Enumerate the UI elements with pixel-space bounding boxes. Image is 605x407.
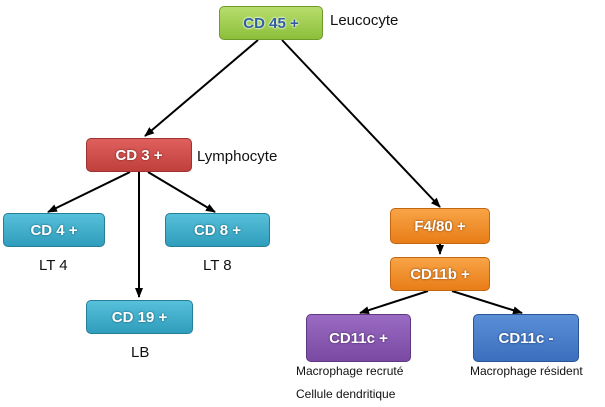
node-cd45: CD 45 + — [219, 6, 323, 40]
node-cd3: CD 3 + — [86, 138, 192, 172]
label-macrophage-recrute: Macrophage recruté — [296, 364, 404, 378]
label-lt8: LT 8 — [203, 257, 232, 274]
arrow-cd11b-to-cd11c-pos — [360, 291, 428, 313]
node-cd11c-positive: CD11c + — [306, 314, 411, 362]
arrow-cd11b-to-cd11c-neg — [452, 291, 522, 313]
label-cellule-dendritique: Cellule dendritique — [296, 387, 396, 401]
node-cd4: CD 4 + — [3, 213, 105, 247]
label-leucocyte: Leucocyte — [330, 12, 399, 29]
node-cd8: CD 8 + — [165, 213, 270, 247]
arrow-cd45-to-cd3 — [145, 40, 258, 136]
label-macrophage-resident: Macrophage résident — [470, 364, 583, 378]
arrow-cd3-to-cd8 — [148, 172, 215, 212]
node-cd19: CD 19 + — [86, 300, 193, 334]
node-cd11c-negative: CD11c - — [473, 314, 579, 362]
node-cd11b: CD11b + — [390, 257, 490, 291]
arrow-cd45-to-f480 — [282, 40, 440, 207]
label-lb: LB — [131, 344, 150, 361]
label-lt4: LT 4 — [39, 257, 68, 274]
arrow-cd3-to-cd4 — [48, 172, 130, 212]
node-f480: F4/80 + — [390, 208, 490, 244]
label-lymphocyte: Lymphocyte — [197, 148, 278, 165]
